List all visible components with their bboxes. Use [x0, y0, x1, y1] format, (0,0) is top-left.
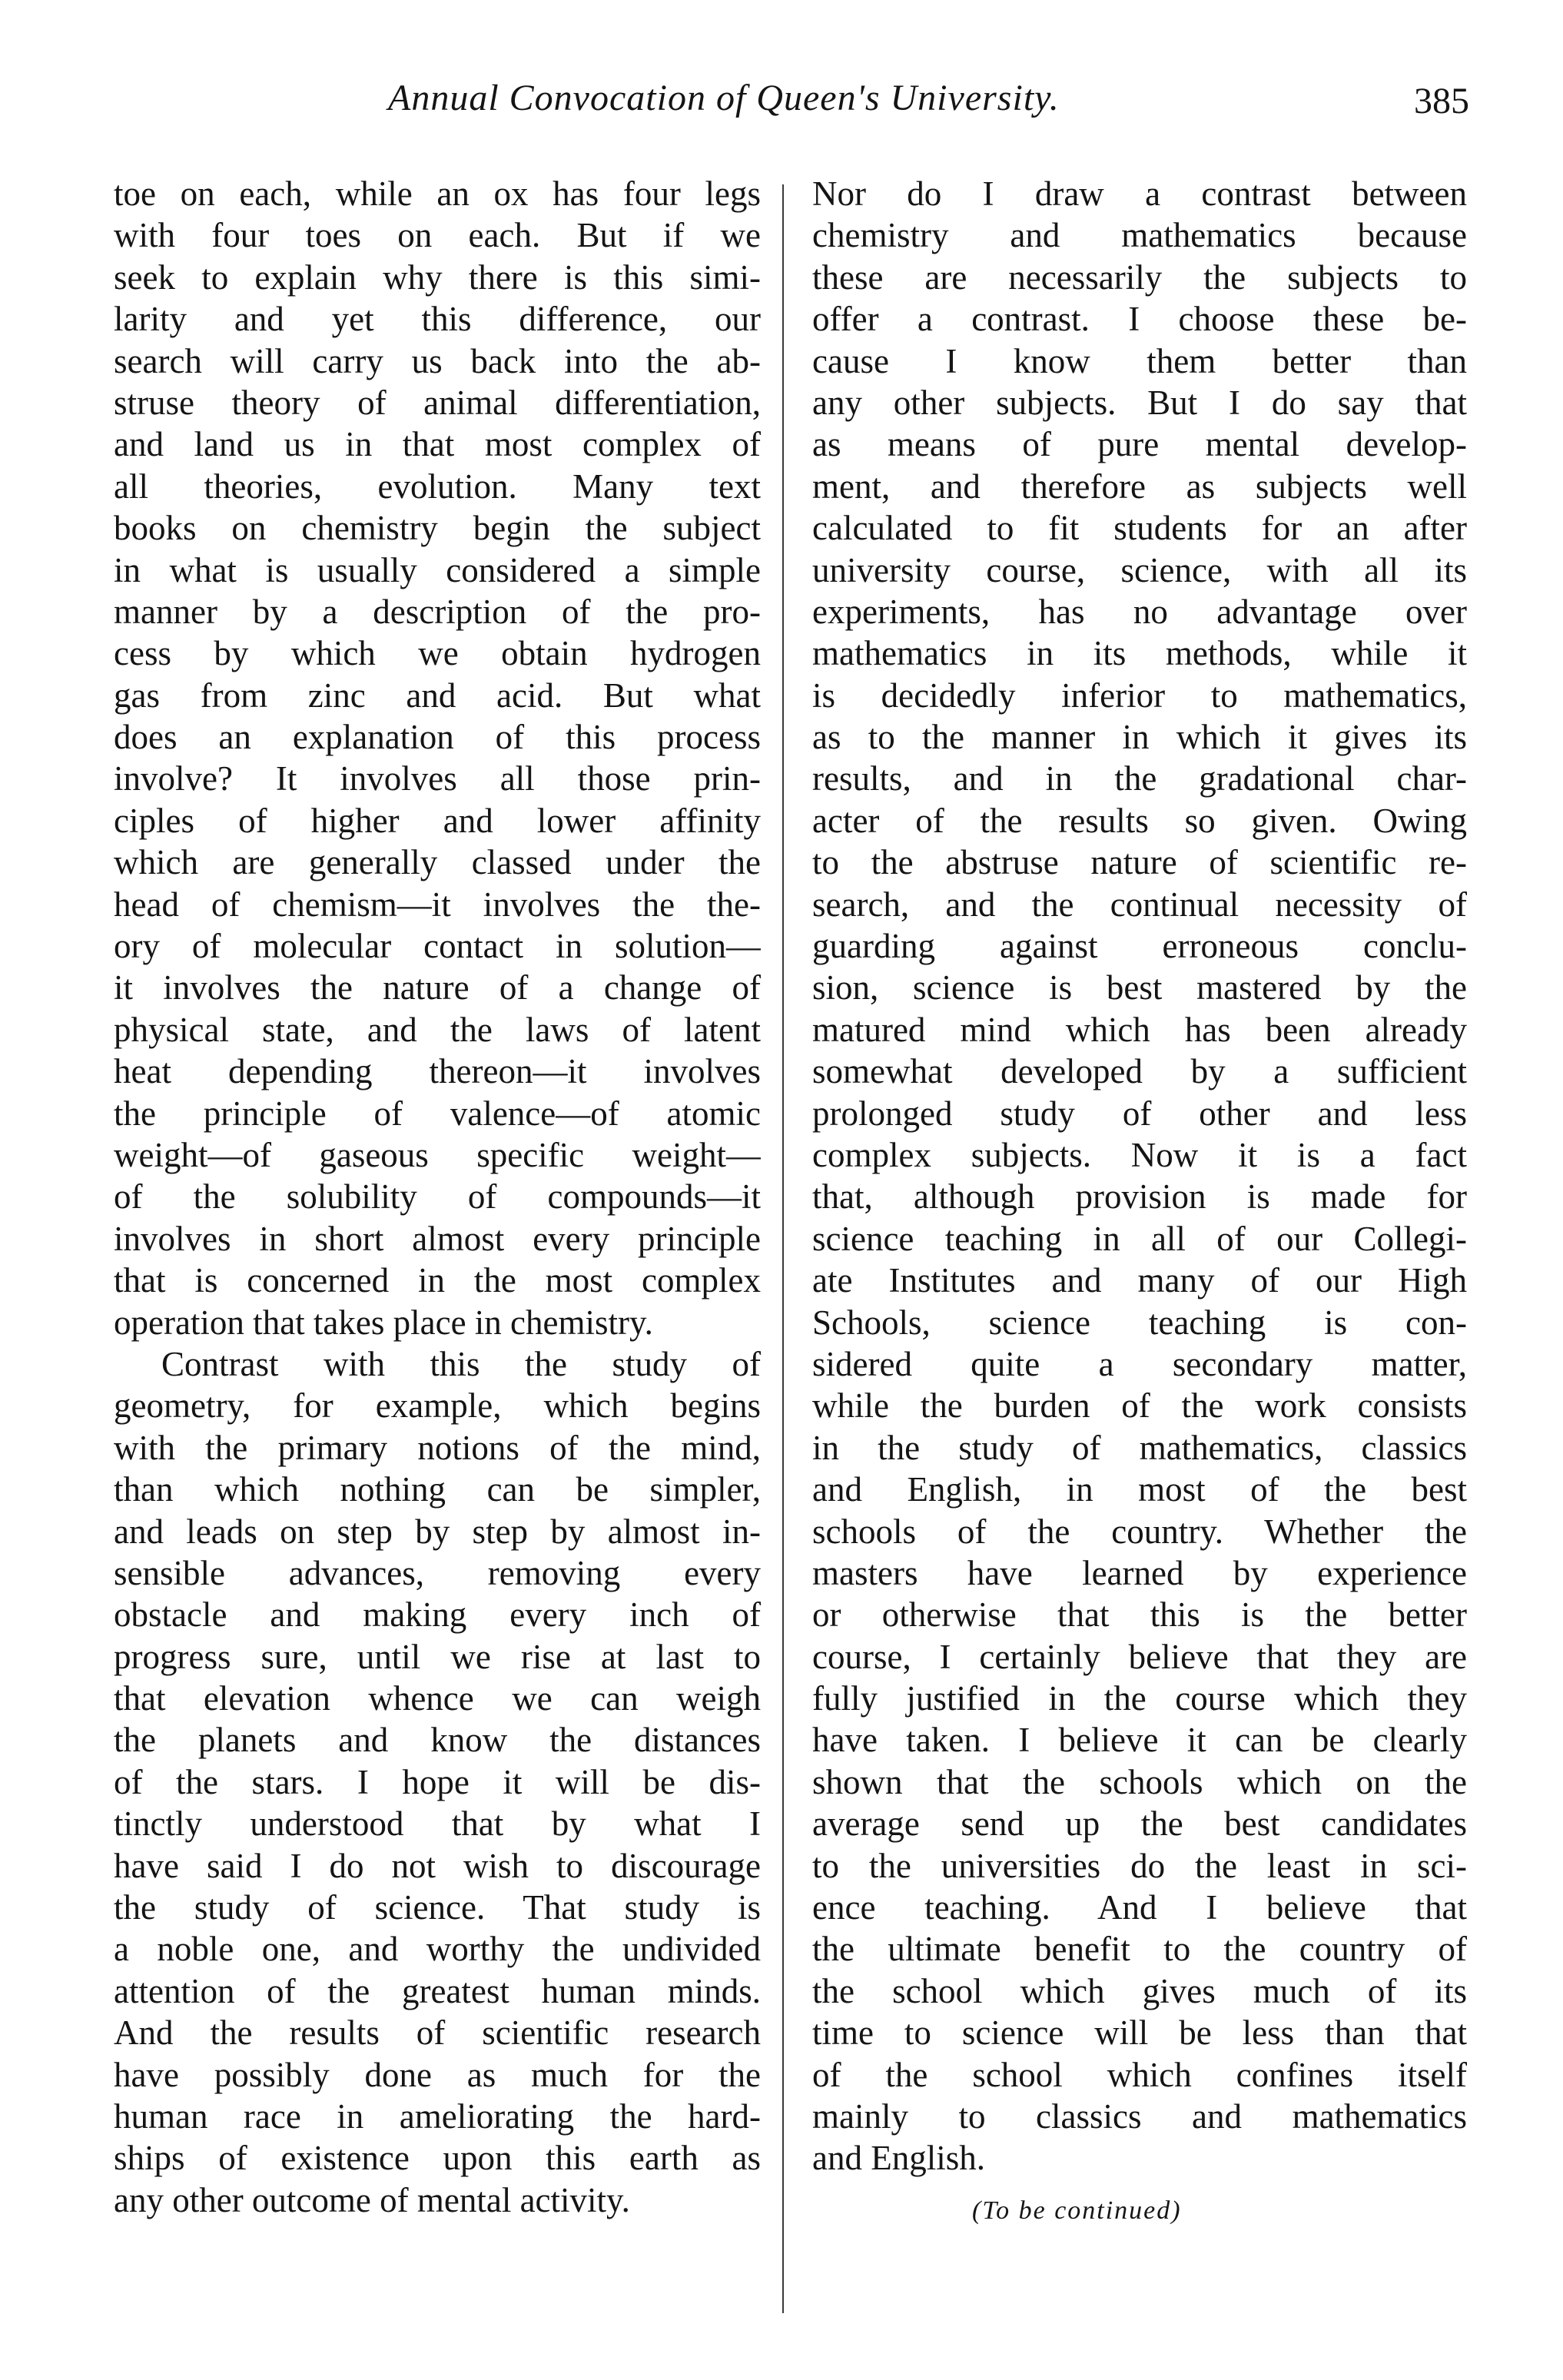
text-line: ory of molecular contact in solution— — [114, 927, 761, 966]
to-be-continued-note: (To be continued) — [972, 2196, 1182, 2225]
text-line: than which nothing can be simpler, — [114, 1470, 761, 1509]
text-line: results, and in the gradational char- — [812, 759, 1467, 798]
text-line: gas from zinc and acid. But what — [114, 675, 761, 715]
text-line: that elevation whence we can weigh — [114, 1679, 761, 1718]
text-line: geometry, for example, which begins — [114, 1386, 761, 1426]
text-line: Nor do I draw a contrast between — [812, 174, 1467, 213]
text-line: mainly to classics and mathematics — [812, 2096, 1467, 2136]
text-line: of the school which confines itself — [812, 2055, 1467, 2094]
text-line: ence teaching. And I believe that — [812, 1888, 1467, 1927]
text-line: that, although provision is made for — [812, 1177, 1467, 1217]
text-line: as to the manner in which it gives its — [812, 718, 1467, 757]
text-line: toe on each, while an ox has four legs — [114, 174, 761, 213]
text-line: masters have learned by experience — [812, 1553, 1467, 1592]
text-line: with the primary notions of the mind, — [114, 1428, 761, 1467]
text-line: complex subjects. Now it is a fact — [812, 1135, 1467, 1174]
text-line: guarding against erroneous conclu- — [812, 927, 1467, 966]
text-line: while the burden of the work consists — [812, 1386, 1467, 1426]
text-line: human race in ameliorating the hard- — [114, 2096, 761, 2136]
text-line: head of chemism—it involves the the- — [114, 885, 761, 924]
text-line: and English, in most of the best — [812, 1470, 1467, 1509]
page-number: 385 — [1414, 81, 1469, 121]
text-line: Contrast with this the study of — [161, 1344, 761, 1383]
text-line: in what is usually considered a simple — [114, 550, 761, 589]
text-line: as means of pure mental develop- — [812, 425, 1467, 464]
text-line: ate Institutes and many of our High — [812, 1261, 1467, 1300]
right-column — [812, 173, 1467, 2179]
text-line: seek to explain why there is this simi- — [114, 257, 761, 297]
text-line: physical state, and the laws of latent — [114, 1010, 761, 1049]
text-line: search, and the continual necessity of — [812, 885, 1467, 924]
text-line: average send up the best candidates — [812, 1804, 1467, 1844]
text-line: to the abstruse nature of scientific re- — [812, 843, 1467, 882]
text-line: cess by which we obtain hydrogen — [114, 634, 761, 673]
text-line: a noble one, and worthy the undivided — [114, 1930, 761, 1969]
text-line: chemistry and mathematics because — [812, 216, 1467, 255]
text-line: any other outcome of mental activity. — [114, 2180, 630, 2219]
text-line: weight—of gaseous specific weight— — [114, 1135, 761, 1174]
text-line: cause I know them better than — [812, 341, 1467, 380]
text-line: acter of the results so given. Owing — [812, 801, 1467, 840]
text-line: science teaching in all of our Collegi- — [812, 1219, 1467, 1258]
text-line: have possibly done as much for the — [114, 2055, 761, 2094]
text-line: have taken. I believe it can be clearly — [812, 1721, 1467, 1760]
text-line: which are generally classed under the — [114, 843, 761, 882]
text-line: experiments, has no advantage over — [812, 592, 1467, 631]
text-line: involves in short almost every principle — [114, 1219, 761, 1258]
text-line: and land us in that most complex of — [114, 425, 761, 464]
text-line: to the universities do the least in sci- — [812, 1846, 1467, 1885]
text-line: of the solubility of compounds—it — [114, 1177, 761, 1217]
text-line: course, I certainly believe that they are — [812, 1637, 1467, 1676]
text-line: struse theory of animal differentiation, — [114, 383, 761, 422]
text-line: search will carry us back into the ab- — [114, 341, 761, 380]
text-line: involve? It involves all those prin- — [114, 759, 761, 798]
text-line: tinctly understood that by what I — [114, 1804, 761, 1844]
text-line: Schools, science teaching is con- — [812, 1303, 1467, 1342]
text-line: ships of existence upon this earth as — [114, 2139, 761, 2178]
text-line: have said I do not wish to discourage — [114, 1846, 761, 1885]
text-line: mathematics in its methods, while it — [812, 634, 1467, 673]
text-line: matured mind which has been already — [812, 1010, 1467, 1049]
text-line: university course, science, with all its — [812, 550, 1467, 589]
text-line: prolonged study of other and less — [812, 1094, 1467, 1133]
text-line: And the results of scientific research — [114, 2013, 761, 2053]
text-line: fully justified in the course which they — [812, 1679, 1467, 1718]
text-line: these are necessarily the subjects to — [812, 257, 1467, 297]
text-line: larity and yet this difference, our — [114, 300, 761, 339]
text-line: any other subjects. But I do say that — [812, 383, 1467, 422]
text-line: the ultimate benefit to the country of — [812, 1930, 1467, 1969]
text-line: manner by a description of the pro- — [114, 592, 761, 631]
text-line: is decidedly inferior to mathematics, — [812, 675, 1467, 715]
text-line: shown that the schools which on the — [812, 1762, 1467, 1801]
text-line: attention of the greatest human minds. — [114, 1971, 761, 2010]
text-line: progress sure, until we rise at last to — [114, 1637, 761, 1676]
text-line: heat depending thereon—it involves — [114, 1052, 761, 1091]
text-line: ciples of higher and lower affinity — [114, 801, 761, 840]
text-line: that is concerned in the most complex — [114, 1261, 761, 1300]
text-line: books on chemistry begin the subject — [114, 509, 761, 548]
text-line: in the study of mathematics, classics — [812, 1428, 1467, 1467]
text-line: the planets and know the distances — [114, 1721, 761, 1760]
text-line: time to science will be less than that — [812, 2013, 1467, 2053]
text-line: of the stars. I hope it will be dis- — [114, 1762, 761, 1801]
text-line: it involves the nature of a change of — [114, 968, 761, 1007]
running-title: Annual Convocation of Queen's University. — [388, 78, 1060, 118]
text-line: sensible advances, removing every — [114, 1553, 761, 1592]
text-line: or otherwise that this is the better — [812, 1595, 1467, 1635]
text-line: schools of the country. Whether the — [812, 1512, 1467, 1551]
text-line: offer a contrast. I choose these be- — [812, 300, 1467, 339]
text-line: operation that takes place in chemistry. — [114, 1303, 653, 1342]
text-line: sion, science is best mastered by the — [812, 968, 1467, 1007]
text-line: with four toes on each. But if we — [114, 216, 761, 255]
column-divider — [782, 184, 784, 2313]
text-line: obstacle and making every inch of — [114, 1595, 761, 1635]
text-line: all theories, evolution. Many text — [114, 466, 761, 506]
text-line: ment, and therefore as subjects well — [812, 466, 1467, 506]
text-line: calculated to fit students for an after — [812, 509, 1467, 548]
text-line: and leads on step by step by almost in- — [114, 1512, 761, 1551]
text-line: somewhat developed by a sufficient — [812, 1052, 1467, 1091]
text-line: the principle of valence—of atomic — [114, 1094, 761, 1133]
text-line: does an explanation of this process — [114, 718, 761, 757]
left-column — [114, 173, 761, 2221]
text-line: the study of science. That study is — [114, 1888, 761, 1927]
text-line: and English. — [812, 2139, 985, 2178]
text-line: the school which gives much of its — [812, 1971, 1467, 2010]
text-line: sidered quite a secondary matter, — [812, 1344, 1467, 1383]
